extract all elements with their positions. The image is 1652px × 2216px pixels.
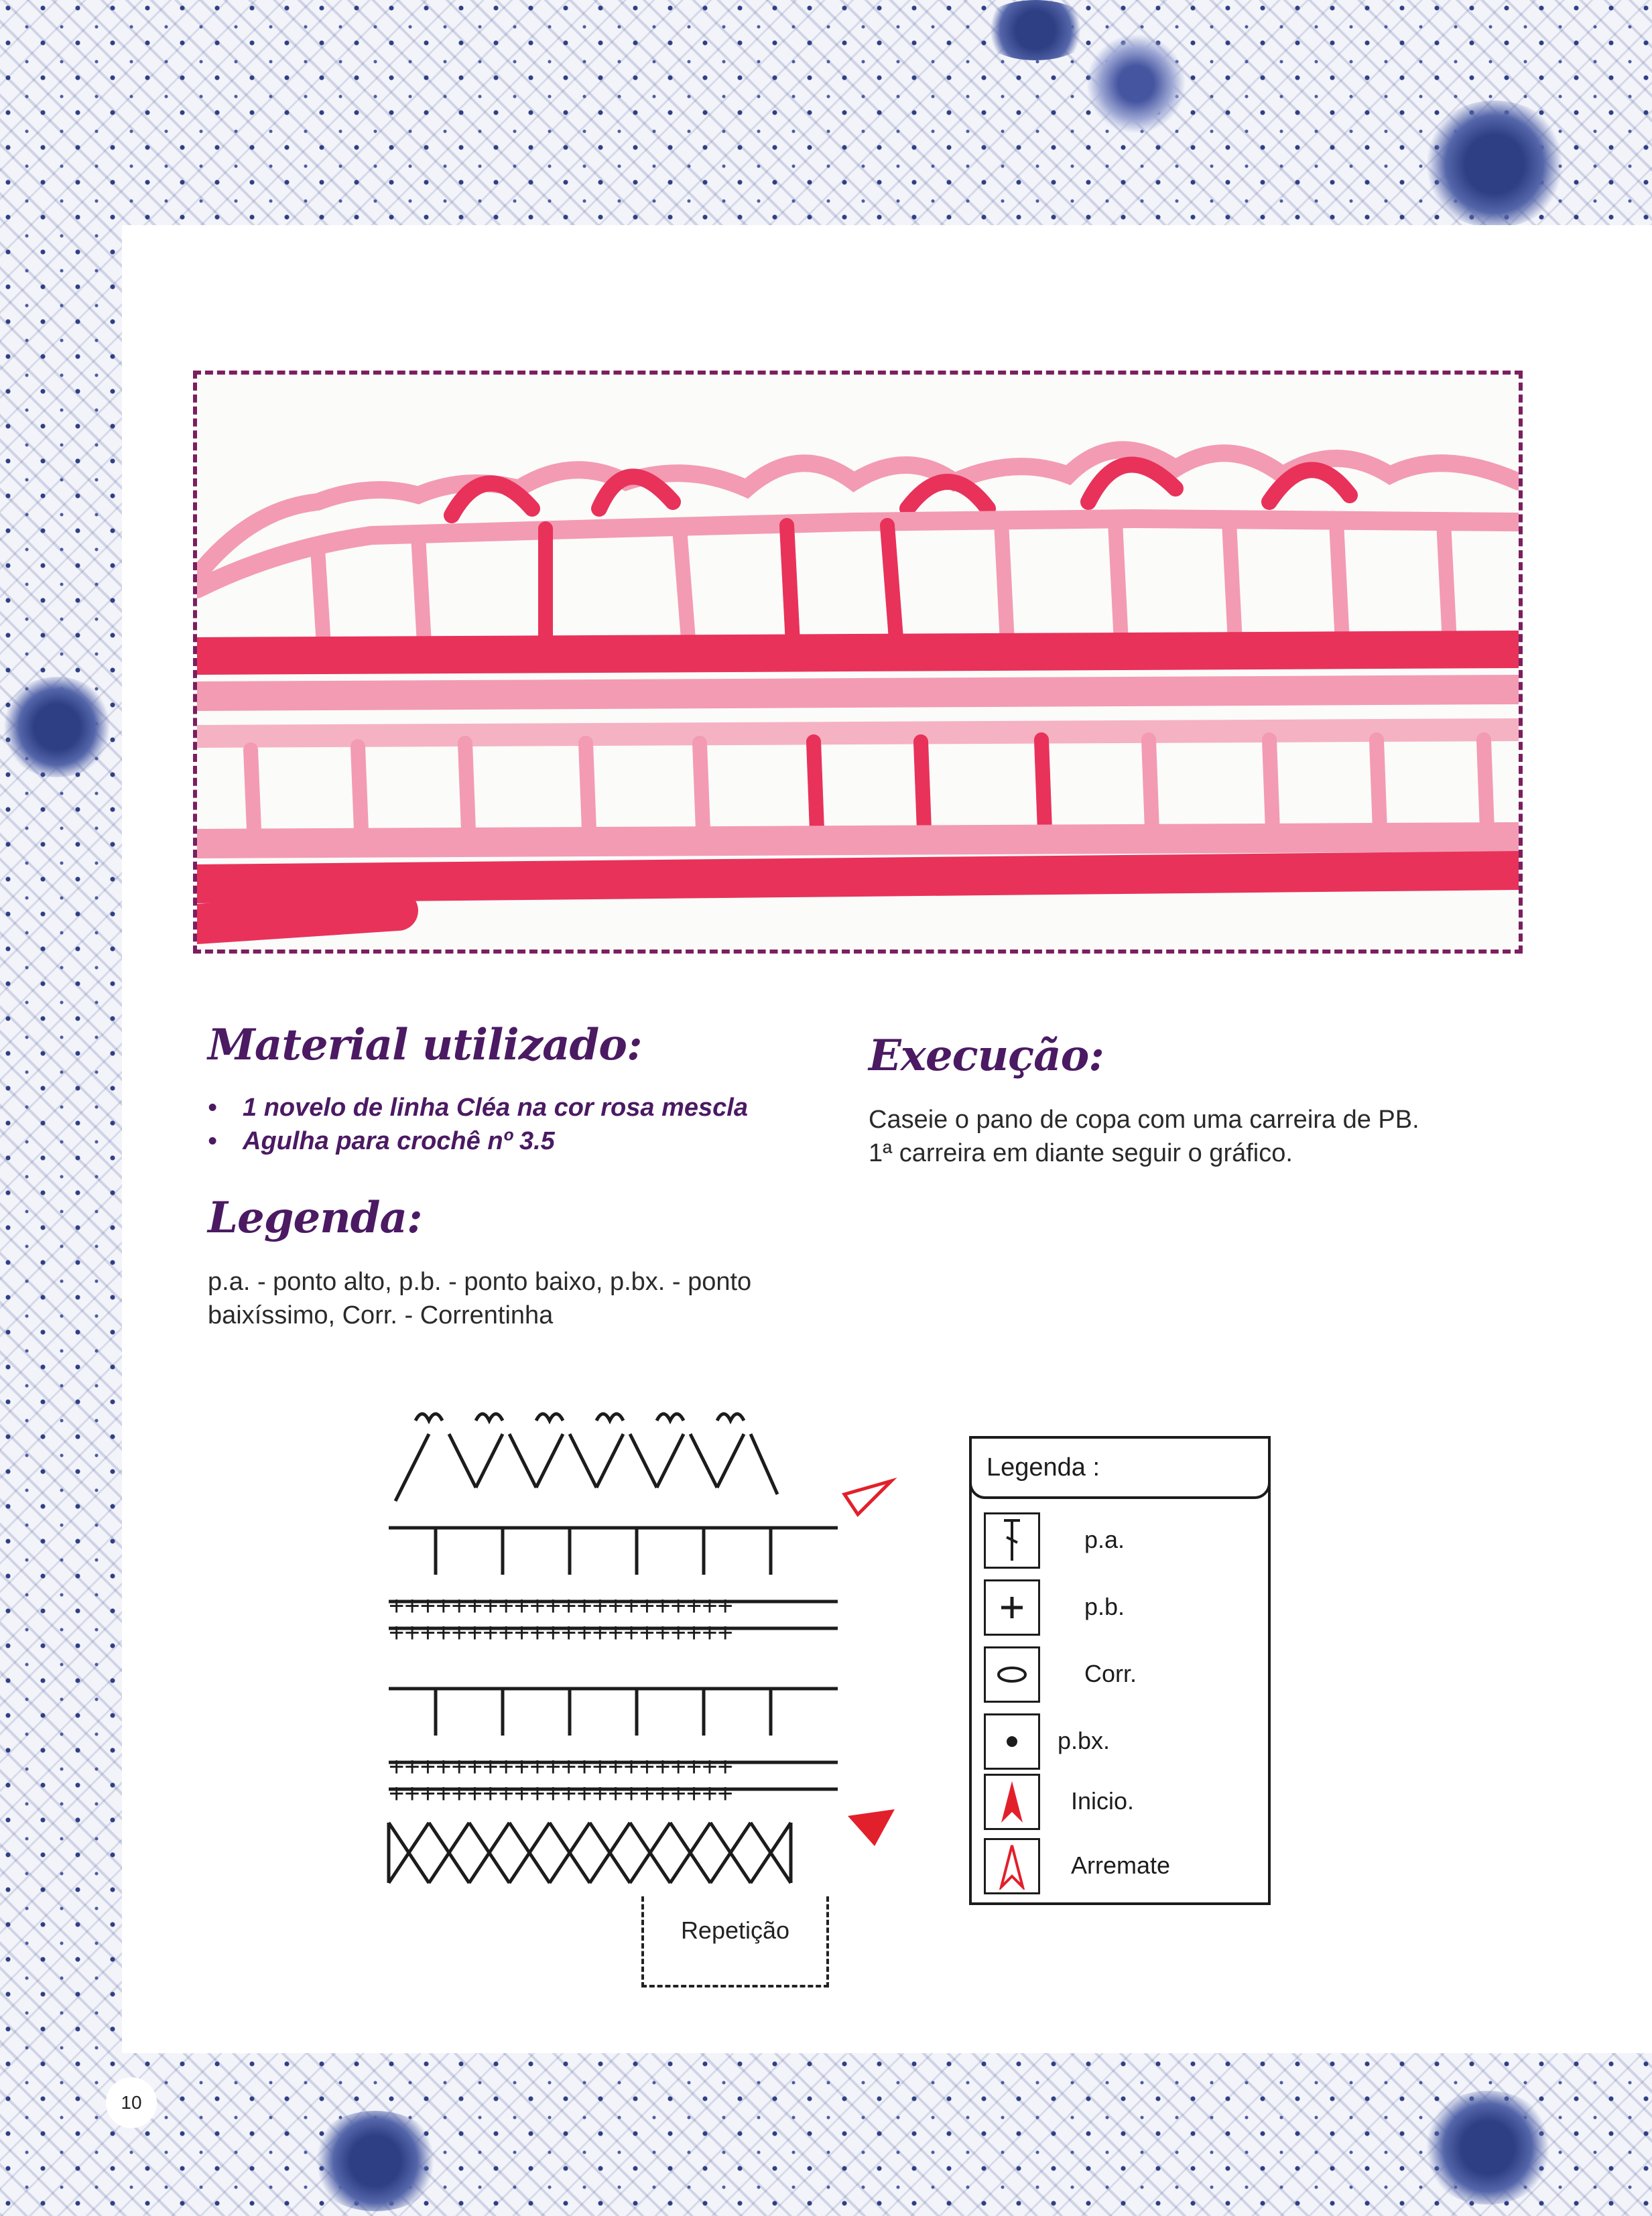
flower-ornament — [308, 2111, 442, 2211]
oval-chain-icon — [984, 1646, 1040, 1703]
legend-row — [984, 1512, 1265, 1570]
legend-row — [984, 1713, 1265, 1771]
execucao-heading: Execução: — [869, 1031, 1104, 1081]
crochet-chart-diagram — [375, 1400, 898, 1910]
flower-ornament — [978, 0, 1092, 60]
legend-label: Arremate — [1071, 1851, 1171, 1879]
plus-row: ++++++++++++++++++++++ — [389, 1779, 733, 1809]
legenda-heading: Legenda: — [208, 1193, 422, 1243]
legend-row — [984, 1579, 1265, 1637]
legend-row — [984, 1646, 1265, 1704]
filled-red-arrow-icon — [984, 1774, 1040, 1830]
execucao-line-1: Caseie o pano de copa com uma carreira de PB. — [869, 1106, 1419, 1134]
legenda-line-1: p.a. - ponto alto, p.b. - ponto baixo, p.bx. - ponto — [208, 1268, 752, 1296]
flower-ornament — [0, 677, 114, 777]
legend-row — [984, 1774, 1265, 1831]
plus-row: ++++++++++++++++++++++ — [389, 1618, 733, 1648]
page-number: 10 — [106, 2077, 157, 2128]
execucao-line-2: 1ª carreira em diante seguir o gráfico. — [869, 1139, 1293, 1167]
list-item: • Agulha para crochê nº 3.5 — [208, 1124, 748, 1158]
filled-red-arrow-icon — [848, 1809, 895, 1846]
plus-icon — [984, 1579, 1040, 1636]
dot-icon — [984, 1713, 1040, 1770]
legenda-line-2: baixíssimo, Corr. - Correntinha — [208, 1301, 554, 1329]
legend-label: p.b. — [1084, 1593, 1125, 1620]
plus-row: ++++++++++++++++++++++ — [389, 1591, 733, 1621]
flower-ornament — [1421, 2091, 1555, 2205]
outline-red-arrow-icon — [984, 1838, 1040, 1894]
legend-label: Corr. — [1084, 1660, 1137, 1687]
material-list — [208, 1091, 748, 1158]
repeat-label: Repetição — [680, 1916, 790, 1944]
crochet-photo — [197, 375, 1519, 950]
outline-red-arrow-icon — [844, 1481, 891, 1514]
legend-row — [984, 1838, 1265, 1896]
flower-ornament — [1421, 101, 1568, 228]
list-item: • 1 novelo de linha Cléa na cor rosa mescla — [208, 1091, 748, 1124]
crochet-photo-frame — [193, 371, 1523, 954]
plus-row: ++++++++++++++++++++++ — [389, 1752, 733, 1782]
flower-ornament — [1086, 34, 1186, 134]
legend-title: Legenda : — [987, 1453, 1100, 1482]
legend-label: Inicio. — [1071, 1787, 1135, 1815]
tall-stitch-icon — [984, 1512, 1040, 1569]
repeat-bracket — [641, 1896, 829, 1987]
legend-label: p.bx. — [1058, 1727, 1110, 1754]
legend-label: p.a. — [1084, 1526, 1125, 1553]
material-heading: Material utilizado: — [208, 1020, 642, 1070]
chart-legend-box — [969, 1436, 1271, 1905]
